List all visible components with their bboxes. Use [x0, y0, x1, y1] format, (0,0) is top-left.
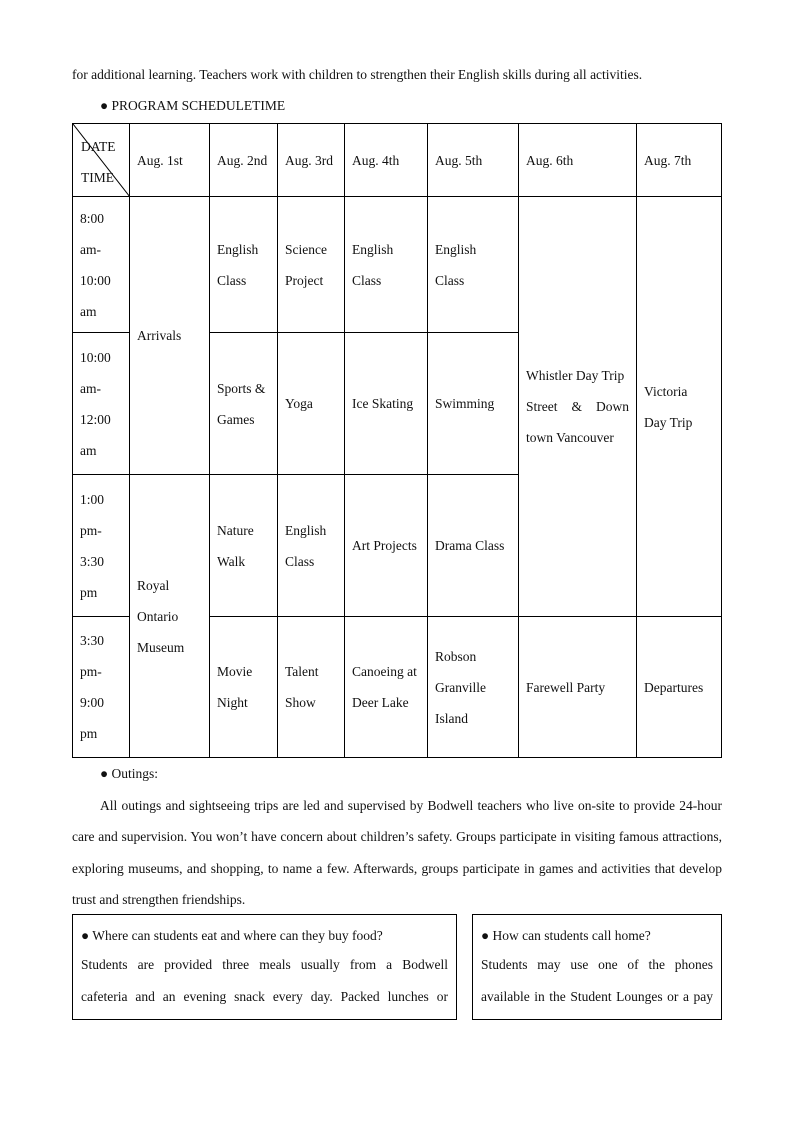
outings-paragraph: All outings and sightseeing trips are led and supervised by Bodwell teachers who live on-site to provide 24-hour care and supervision. You won’t have concern about children’s safety. Groups participate in visiting famous attractions, exploring museums, and shopping, to name a few. Afterwards, groups participate in games and activities that develop trust and strengthen friendships.	[72, 798, 722, 907]
date-header: Aug. 4th	[345, 124, 428, 197]
program-schedule-heading: ● PROGRAM SCHEDULETIME	[100, 98, 286, 113]
time-slot-cell	[73, 333, 130, 475]
activity-line: Class	[435, 272, 465, 288]
activity-cell	[345, 475, 428, 617]
activity-line: Canoeing at	[352, 664, 417, 679]
activity-cell	[519, 617, 637, 758]
call-answer-line: Students may use one of the phones	[481, 957, 713, 972]
date-header: Aug. 6th	[519, 124, 637, 197]
time-line: 1:00	[80, 491, 105, 507]
activity-line: Science	[285, 241, 327, 257]
activity-cell	[428, 197, 519, 333]
activity-line: Class	[352, 272, 382, 288]
activity-cell	[130, 197, 210, 475]
date-header: Aug. 3rd	[278, 124, 345, 197]
time-line: 10:00	[80, 272, 111, 288]
activity-line: Project	[285, 272, 324, 288]
activity-line: English	[217, 241, 259, 257]
time-line: 9:00	[80, 695, 105, 710]
activity-line: Arrivals	[137, 328, 182, 343]
activity-line: Ice Skating	[352, 396, 414, 411]
activity-cell	[278, 475, 345, 617]
activity-cell	[428, 333, 519, 475]
activity-cell	[278, 617, 345, 758]
activity-line: Day Trip	[644, 414, 693, 430]
activity-line: Drama Class	[435, 538, 505, 553]
activity-cell	[278, 333, 345, 475]
activity-line: Royal	[137, 577, 170, 593]
activity-line: Nature	[217, 522, 254, 538]
activity-cell	[278, 197, 345, 333]
time-line: am	[80, 442, 97, 458]
activity-line: Farewell Party	[526, 679, 606, 695]
activity-line: Deer Lake	[352, 695, 409, 710]
activity-cell	[210, 333, 278, 475]
time-slot-cell	[73, 475, 130, 617]
activity-line: Show	[285, 695, 316, 710]
time-slot-cell	[73, 617, 130, 758]
activity-cell	[345, 197, 428, 333]
activity-cell	[345, 617, 428, 758]
activity-line: Victoria	[644, 383, 688, 399]
date-header: Aug. 1st	[130, 124, 210, 197]
activity-line: Departures	[644, 679, 704, 695]
time-line: 12:00	[80, 411, 111, 427]
activity-cell	[637, 197, 722, 617]
food-answer-line: Students are provided three meals usually from a Bodwell	[81, 957, 448, 972]
activity-line: Class	[217, 272, 247, 288]
time-line: pm-	[80, 664, 102, 679]
activity-cell	[210, 617, 278, 758]
activity-line: Night	[217, 695, 248, 710]
call-question: ● How can students call home?	[481, 928, 651, 943]
time-slot-cell	[73, 197, 130, 333]
time-line: 3:30	[80, 553, 105, 569]
time-line: am-	[80, 241, 101, 257]
date-header: Aug. 2nd	[210, 124, 278, 197]
activity-line: Sports &	[217, 380, 266, 396]
activity-cell	[210, 475, 278, 617]
activity-line: Island	[435, 710, 468, 726]
activity-cell	[345, 333, 428, 475]
activity-line: Class	[285, 553, 315, 569]
time-line: 8:00	[80, 210, 105, 226]
activity-cell	[519, 197, 637, 617]
time-line: pm	[80, 584, 98, 600]
activity-cell	[428, 617, 519, 758]
activity-cell	[637, 617, 722, 758]
activity-line: Robson	[435, 648, 477, 664]
date-header: Aug. 7th	[637, 124, 722, 197]
time-line: 3:30	[80, 633, 105, 648]
activity-line: Street & Down	[526, 399, 629, 414]
activity-line: town Vancouver	[526, 430, 614, 445]
food-info-box	[72, 914, 457, 1020]
activity-line: Art Projects	[352, 538, 417, 553]
time-line: pm-	[80, 522, 102, 538]
activity-cell	[428, 475, 519, 617]
activity-line: Games	[217, 411, 255, 427]
call-answer-line: available in the Student Lounges or a pay	[481, 988, 713, 1004]
date-header: Aug. 5th	[428, 124, 519, 197]
corner-time-label: TIME	[81, 170, 114, 185]
activity-line: Movie	[217, 664, 253, 679]
activity-line: English	[285, 522, 327, 538]
activity-line: English	[352, 241, 394, 257]
call-home-box	[472, 914, 722, 1020]
date-time-corner-cell	[73, 124, 130, 197]
schedule-table	[72, 123, 722, 758]
activity-line: Ontario	[137, 608, 179, 624]
time-line: 10:00	[80, 349, 111, 365]
activity-line: English	[435, 241, 477, 257]
activity-line: Swimming	[435, 396, 495, 411]
activity-line: Museum	[137, 639, 185, 655]
activity-line: Whistler Day Trip	[526, 368, 625, 383]
time-line: pm	[80, 726, 98, 741]
activity-cell	[130, 475, 210, 758]
time-line: am-	[80, 380, 101, 396]
activity-line: Walk	[217, 553, 246, 569]
activity-line: Granville	[435, 679, 486, 695]
food-answer-line: cafeteria and an evening snack every day. Packed lunches or	[81, 988, 448, 1004]
activity-cell	[210, 197, 278, 333]
outings-heading: ● Outings:	[100, 766, 159, 781]
activity-line: Talent	[285, 664, 319, 679]
activity-line: Yoga	[285, 396, 313, 411]
time-line: am	[80, 303, 97, 319]
food-question: ● Where can students eat and where can they buy food?	[81, 928, 383, 943]
intro-text: for additional learning. Teachers work with children to strengthen their English skills during all activities.	[72, 67, 643, 82]
corner-date-label: DATE	[81, 139, 116, 154]
